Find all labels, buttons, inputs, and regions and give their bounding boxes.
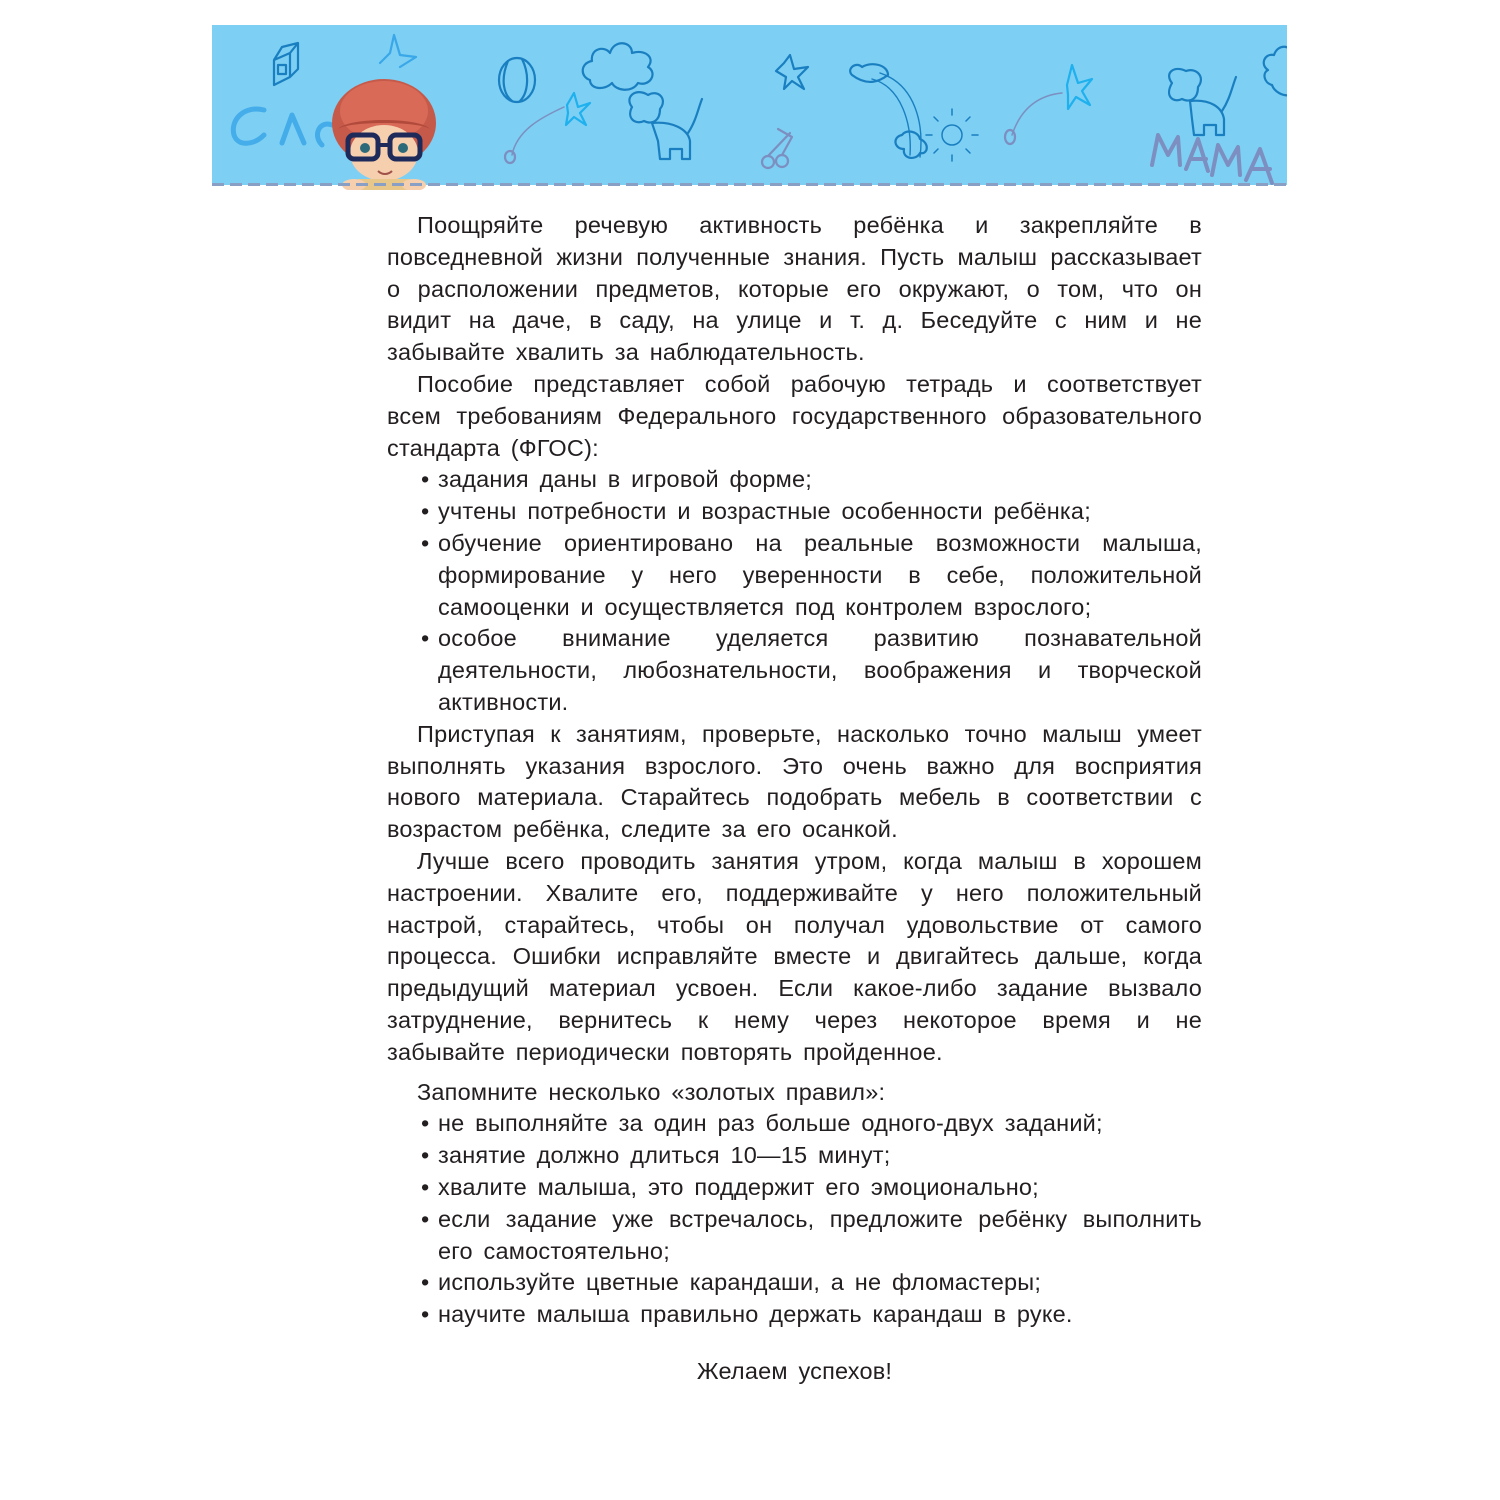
bullet-icon: • <box>421 498 430 525</box>
paragraph-workbook-fgos: Пособие представляет собой рабочую тетрадь и соответствует всем требованиям Федерального государственного образовательного стандарта (ФГОС): <box>387 370 1202 461</box>
letters-mama-doodle <box>1152 135 1272 183</box>
fgos-list <box>387 464 1202 718</box>
boy-with-glasses-illustration <box>318 75 450 190</box>
bullet-icon: • <box>421 1142 430 1169</box>
closing-wish: Желаем успехов! <box>696 1357 893 1384</box>
paragraph-start-lessons: Приступая к занятиям, проверьте, насколько точно малыш умеет выполнять указания взрослого. Это очень важно для восприятия нового материала. Старайтесь подобрать мебель в соответствии с возрастом ребёнка, следите за его осанкой. <box>387 720 1202 843</box>
bullet-icon: • <box>421 1301 430 1328</box>
bullet-icon: • <box>421 1110 430 1137</box>
bullet-icon: • <box>421 529 430 556</box>
cube-doodle <box>274 43 298 85</box>
bullet-icon: • <box>421 466 430 493</box>
dog-doodle-2 <box>1169 69 1236 135</box>
paragraph-morning-lessons: Лучше всего проводить занятия утром, когда малыш в хорошем настроении. Хвалите его, поддерживайте у него положительный настрой, старайтесь, чтобы он получал удовольствие от самого процесса. Ошибки исправляйте вместе и двигайтесь дальше, когда предыдущий материал усвоен. Если какое-либо задание вызвало затруднение, вернитесь к нему через некоторое время и не забывайте периодически повторять пройденное. <box>387 847 1202 1065</box>
bullet-icon: • <box>421 1205 430 1232</box>
ball-doodle <box>499 58 535 102</box>
list-item: • не выполняйте за один раз больше одного-двух заданий; <box>387 1108 1202 1140</box>
bullet-icon: • <box>421 1269 430 1296</box>
list-item: • учтены потребности и возрастные особенности ребёнка; <box>387 496 1202 528</box>
bullet-icon: • <box>421 625 430 652</box>
comet-star-doodle <box>505 93 590 163</box>
comet-star-doodle-2 <box>1005 65 1092 144</box>
list-item: • используйте цветные карандаши, а не фломастеры; <box>387 1267 1202 1299</box>
banner-dashed-border <box>212 183 1287 186</box>
cherry-doodle <box>762 129 792 168</box>
list-item: • занятие должно длиться 10—15 минут; <box>387 1140 1202 1172</box>
cloud-doodle <box>583 43 653 90</box>
small-star-doodle <box>776 55 808 89</box>
cloud-doodle-2 <box>1264 47 1287 96</box>
golden-rules-list <box>387 1108 1202 1331</box>
list-item: • задания даны в игровой форме; <box>387 464 1202 496</box>
star-doodle <box>380 35 416 67</box>
list-item: • если задание уже встречалось, предложите ребёнку выполнить его самостоятельно; <box>421 1205 1202 1264</box>
rules-intro: Запомните несколько «золотых правил»: <box>417 1078 886 1105</box>
rainbow-cloud-doodle <box>850 64 927 158</box>
list-item: • обучение ориентировано на реальные возможности малыша, формирование у него уверенности в себе, положительной самооценки и осуществляется под контролем взрослого; <box>421 529 1202 620</box>
bullet-icon: • <box>421 1173 430 1200</box>
list-item: • хвалите малыша, это поддержит его эмоционально; <box>387 1172 1202 1204</box>
list-item: • научите малыша правильно держать карандаш в руке. <box>387 1299 1202 1331</box>
list-item: • особое внимание уделяется развитию познавательной деятельности, любознательности, воображения и творческой активности. <box>421 625 1202 715</box>
dog-doodle <box>629 92 702 159</box>
paragraph-speech-activity: Поощряйте речевую активность ребёнка и закрепляйте в повседневной жизни полученные знания. Пусть малыш рассказывает о расположении предметов, которые его окружают, о том, что он видит на даче, в саду, на улице и т. д. Беседуйте с ним и не забывайте хвалить за наблюдательность. <box>387 212 1202 366</box>
sun-doodle <box>926 109 978 161</box>
document-body <box>387 210 1202 1411</box>
